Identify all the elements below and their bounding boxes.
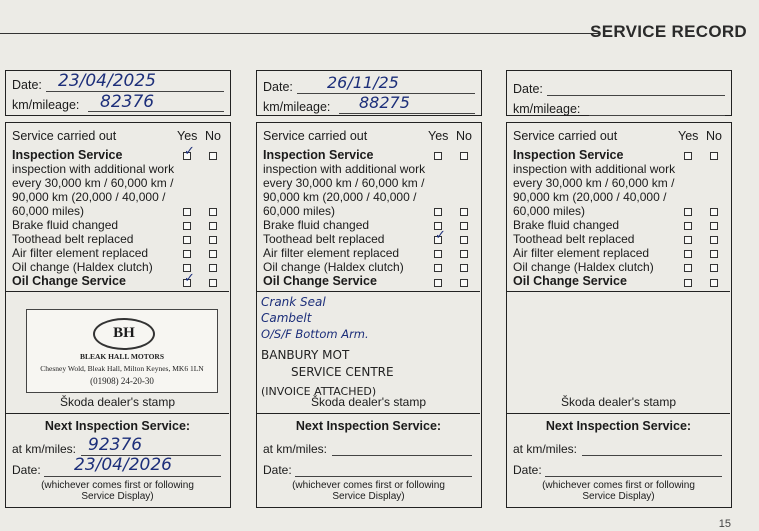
next-inspection-header: Next Inspection Service: [545,419,692,433]
next-km-label: at km/miles: [263,442,328,456]
service-box [5,122,231,508]
header-rule [0,33,600,34]
mileage-line [589,115,725,116]
next-km-label: at km/miles: [513,442,578,456]
mileage-label: km/mileage: [12,98,80,112]
date-mileage-box [5,70,231,116]
divider [257,413,480,414]
toothed-belt-label: Toothead belt replaced [263,232,385,246]
inspection-additional-line: 60,000 miles) [12,204,85,218]
next-inspection-header: Next Inspection Service: [295,419,442,433]
air-no-checkbox[interactable] [460,250,468,258]
whichever-note: Service Display) [582,491,655,502]
brake-fluid-label: Brake fluid changed [12,218,119,232]
toothed-belt-label: Toothead belt replaced [513,232,635,246]
date-mileage-box [506,70,732,116]
air-no-checkbox[interactable] [710,250,718,258]
haldex-no-checkbox[interactable] [209,264,217,272]
inspection-additional-line: inspection with additional work [12,162,175,176]
handwritten-next-date: 23/04/2026 [74,455,172,475]
next-date-label: Date: [12,463,41,477]
brake-fluid-label: Brake fluid changed [263,218,370,232]
haldex-yes-checkbox[interactable] [434,264,442,272]
next-date-label: Date: [263,463,292,477]
whichever-note: (whichever comes first or following [542,480,695,491]
belt-yes-checkbox[interactable] [183,236,191,244]
air-no-checkbox[interactable] [209,250,217,258]
inspection-no-checkbox[interactable] [209,152,217,160]
oil-haldex-label: Oil change (Haldex clutch) [263,260,404,274]
page-number: 15 [718,518,731,530]
inspection-additional-line: every 30,000 km / 60,000 km / [263,176,425,190]
service-carried-out-label: Service carried out [12,129,117,143]
tick-mark: ✓ [184,143,195,158]
inspection-additional-line: every 30,000 km / 60,000 km / [513,176,675,190]
additional-yes-checkbox[interactable] [434,208,442,216]
next-date-line [545,476,722,477]
inspection-service-label: Inspection Service [12,148,123,162]
dealer-stamp [26,309,218,393]
additional-yes-checkbox[interactable] [183,208,191,216]
dealer-address: Chesney Wold, Bleak Hall, Milton Keynes, MK6 1LN [40,364,204,373]
air-filter-label: Air filter element replaced [263,246,400,260]
inspection-no-checkbox[interactable] [710,152,718,160]
belt-no-checkbox[interactable] [710,236,718,244]
page-title: SERVICE RECORD [590,22,747,41]
handwritten-next-km: 92376 [88,435,143,455]
next-inspection-header: Next Inspection Service: [44,419,191,433]
oil-haldex-label: Oil change (Haldex clutch) [12,260,153,274]
service-record-1 [5,70,231,508]
brake-no-checkbox[interactable] [460,222,468,230]
inspection-additional-line: 90,000 km (20,000 / 40,000 / [513,190,667,204]
oil-no-checkbox[interactable] [460,279,468,287]
oil-change-service-label: Oil Change Service [12,274,126,288]
inspection-yes-checkbox[interactable] [684,152,692,160]
inspection-additional-line: inspection with additional work [263,162,426,176]
belt-no-checkbox[interactable] [460,236,468,244]
inspection-service-label: Inspection Service [263,148,374,162]
tick-mark: ✓ [435,227,446,242]
dealer-name: BLEAK HALL MOTORS [79,352,165,361]
inspection-service-label: Inspection Service [513,148,624,162]
dealer-stamp-label: Škoda dealer's stamp [59,395,176,409]
service-carried-out-label: Service carried out [513,129,618,143]
whichever-note: (whichever comes first or following [41,480,194,491]
brake-no-checkbox[interactable] [209,222,217,230]
handwritten-note: SERVICE CENTRE [291,365,394,379]
toothed-belt-label: Toothead belt replaced [12,232,134,246]
additional-no-checkbox[interactable] [710,208,718,216]
date-line [547,95,725,96]
handwritten-note: BANBURY MOT [261,348,350,362]
divider [6,413,229,414]
next-km-line [332,455,472,456]
inspection-additional-line: 90,000 km (20,000 / 40,000 / [12,190,166,204]
yes-header: Yes [177,129,198,143]
haldex-no-checkbox[interactable] [710,264,718,272]
dealer-phone: (01908) 24-20-30 [90,376,154,386]
dealer-stamp-label: Škoda dealer's stamp [560,395,677,409]
additional-no-checkbox[interactable] [460,208,468,216]
haldex-no-checkbox[interactable] [460,264,468,272]
additional-no-checkbox[interactable] [209,208,217,216]
mileage-label: km/mileage: [263,100,331,114]
oil-no-checkbox[interactable] [209,279,217,287]
next-date-label: Date: [513,463,542,477]
date-label: Date: [12,78,42,92]
inspection-yes-checkbox[interactable] [434,152,442,160]
haldex-yes-checkbox[interactable] [684,264,692,272]
handwritten-note: Crank Seal [261,295,326,309]
air-filter-label: Air filter element replaced [12,246,149,260]
next-date-line [295,476,472,477]
service-record-3 [506,70,732,508]
yes-header: Yes [428,129,449,143]
oil-haldex-label: Oil change (Haldex clutch) [513,260,654,274]
divider [6,291,229,292]
whichever-note: Service Display) [332,491,405,502]
mileage-line [339,113,475,114]
yes-header: Yes [678,129,699,143]
next-date-line [44,476,221,477]
date-label: Date: [263,80,293,94]
no-header: No [706,129,722,143]
service-box [256,122,482,508]
divider [257,291,480,292]
handwritten-date: 26/11/25 [327,73,399,92]
tick-mark: ✓ [184,270,195,285]
handwritten-note: (INVOICE ATTACHED) [261,385,377,398]
air-yes-checkbox[interactable] [183,250,191,258]
whichever-note: (whichever comes first or following [292,480,445,491]
handwritten-mileage: 82376 [100,92,155,112]
brake-yes-checkbox[interactable] [183,222,191,230]
divider [507,413,730,414]
next-km-label: at km/miles: [12,442,77,456]
oil-change-service-label: Oil Change Service [513,274,627,288]
brake-no-checkbox[interactable] [710,222,718,230]
air-yes-checkbox[interactable] [434,250,442,258]
inspection-additional-line: inspection with additional work [513,162,676,176]
handwritten-mileage: 88275 [359,93,410,112]
dealer-stamp-label: Škoda dealer's stamp [310,395,427,409]
air-filter-label: Air filter element replaced [513,246,650,260]
brake-yes-checkbox[interactable] [684,222,692,230]
oil-yes-checkbox[interactable] [434,279,442,287]
additional-yes-checkbox[interactable] [684,208,692,216]
date-mileage-box [256,70,482,116]
no-header: No [205,129,221,143]
belt-no-checkbox[interactable] [209,236,217,244]
oil-yes-checkbox[interactable] [684,279,692,287]
divider [507,291,730,292]
no-header: No [456,129,472,143]
inspection-additional-line: 60,000 miles) [263,204,336,218]
dealer-logo: BH [93,318,155,350]
air-yes-checkbox[interactable] [684,250,692,258]
inspection-no-checkbox[interactable] [460,152,468,160]
service-carried-out-label: Service carried out [263,129,368,143]
next-km-line [582,455,722,456]
handwritten-note: Cambelt [261,311,312,325]
inspection-additional-line: 90,000 km (20,000 / 40,000 / [263,190,417,204]
handwritten-note: O/S/F Bottom Arm. [261,327,369,341]
service-box [506,122,732,508]
handwritten-date: 23/04/2025 [58,71,156,91]
date-label: Date: [513,82,543,96]
mileage-label: km/mileage: [513,102,581,116]
inspection-additional-line: every 30,000 km / 60,000 km / [12,176,174,190]
oil-change-service-label: Oil Change Service [263,274,377,288]
brake-fluid-label: Brake fluid changed [513,218,620,232]
inspection-additional-line: 60,000 miles) [513,204,586,218]
whichever-note: Service Display) [81,491,154,502]
service-record-2 [256,70,482,508]
oil-no-checkbox[interactable] [710,279,718,287]
belt-yes-checkbox[interactable] [684,236,692,244]
